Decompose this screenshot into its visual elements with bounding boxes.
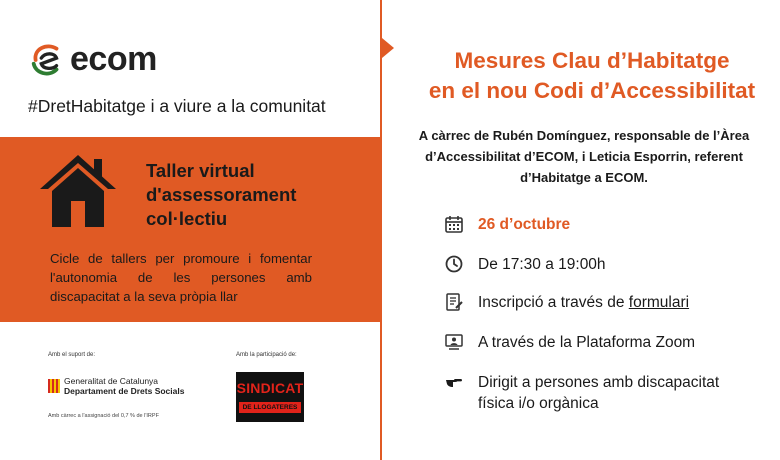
clock-icon: [444, 254, 464, 274]
date-item: [444, 214, 570, 235]
time-item: [444, 254, 606, 275]
form-edit-icon: [444, 292, 464, 312]
video-conference-icon: [444, 332, 464, 352]
workshop-box: [0, 137, 380, 322]
event-time: De 17:30 a 19:00h: [478, 256, 606, 273]
event-date: 26 d’octubre: [478, 216, 571, 233]
sindicat-subtitle: DE LLOGATERES: [239, 402, 302, 413]
event-title: [382, 46, 780, 106]
gencat-department: Departament de Drets Socials: [64, 386, 185, 396]
event-speakers: A càrrec de Rubén Domínguez, responsable de l’Àrea d’Accessibilitat d’ECOM, i Leticia Esporrin, referent d’Habitatge a ECOM.: [418, 128, 750, 185]
gencat-logo: [48, 376, 184, 396]
ecom-logo: [28, 40, 157, 79]
workshop-description: Cicle de tallers per promoure i fomentar l'autonomia de les persones amb discapacitat a la seva pròpia llar: [50, 251, 312, 304]
event-audience: Dirigit a persones amb discapacitat física i/o orgànica: [478, 374, 720, 412]
event-title-line1: Mesures Clau d’Habitatge: [454, 48, 730, 73]
hashtag: #DretHabitatge i a viure a la comunitat: [28, 96, 326, 116]
registration-prefix: Inscripció a través de: [478, 294, 629, 311]
event-title-line2: en el nou Codi d’Accessibilitat: [428, 78, 756, 103]
registration-form-link[interactable]: formulari: [628, 294, 690, 311]
calendar-icon: [444, 214, 464, 234]
registration-item: [444, 292, 689, 313]
event-platform: A través de la Plataforma Zoom: [478, 334, 696, 351]
ecom-logo-text: ecom: [70, 40, 157, 78]
workshop-title: Taller virtual d'assessorament col·lectiu: [146, 160, 297, 229]
ecom-logo-icon: [28, 41, 66, 79]
audience-item: [444, 372, 758, 414]
house-icon: [38, 151, 118, 229]
sindicat-name: SINDICAT: [236, 380, 304, 396]
sindicat-logo: [236, 372, 304, 422]
gencat-name: Generalitat de Catalunya: [64, 376, 159, 386]
pointing-hand-icon: [444, 372, 464, 392]
support-label: Amb el suport de:: [48, 352, 96, 358]
left-panel: [0, 0, 380, 460]
participation-label: Amb la participació de:: [236, 352, 297, 358]
irpf-note: Amb càrrec a l'assignació del 0,7 % de l'IRPF: [48, 413, 159, 419]
platform-item: [444, 332, 695, 353]
right-panel: [382, 0, 780, 460]
senyera-icon: [48, 379, 60, 393]
